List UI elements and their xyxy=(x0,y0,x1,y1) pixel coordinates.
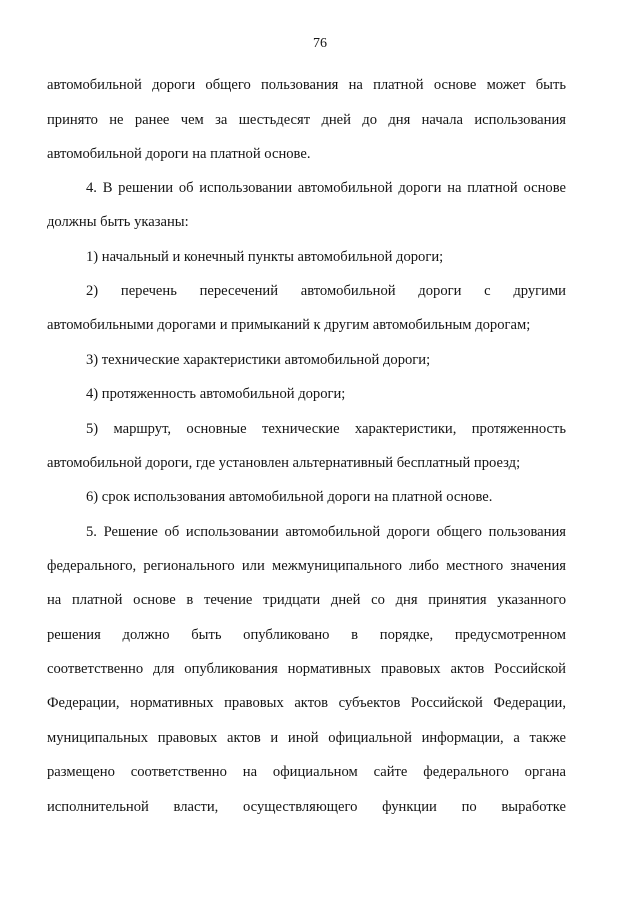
text-line: автомобильной дороги на платной основе. xyxy=(47,146,311,162)
text-line: соответственно для опубликования нормативных правовых актов Российской xyxy=(47,661,566,677)
text-line: принято не ранее чем за шестьдесят дней до дня начала использования xyxy=(47,112,566,128)
text-line: автомобильной дороги, где установлен альтернативный бесплатный проезд; xyxy=(47,455,521,471)
text-line: на платной основе в течение тридцати дней со дня принятия указанного xyxy=(47,592,566,608)
text-line: 4. В решении об использовании автомобильной дороги на платной основе xyxy=(86,180,566,196)
text-line: решения должно быть опубликовано в порядке, предусмотренном xyxy=(47,627,566,643)
text-line: должны быть указаны: xyxy=(47,214,189,230)
page-number: 76 xyxy=(313,36,327,51)
text-line: автомобильными дорогами и примыканий к другим автомобильным дорогам; xyxy=(47,317,531,333)
text-line: 6) срок использования автомобильной дороги на платной основе. xyxy=(86,489,493,505)
text-line: автомобильной дороги общего пользования на платной основе может быть xyxy=(47,77,566,93)
text-line: 3) технические характеристики автомобильной дороги; xyxy=(86,352,431,368)
text-line: размещено соответственно на официальном сайте федерального органа xyxy=(47,764,566,780)
text-line: 2) перечень пересечений автомобильной дороги с другими xyxy=(86,283,566,299)
text-line: 5) маршрут, основные технические характеристики, протяженность xyxy=(86,421,566,437)
text-line: 5. Решение об использовании автомобильной дороги общего пользования xyxy=(86,524,566,540)
text-line: муниципальных правовых актов и иной официальной информации, а также xyxy=(47,730,566,746)
text-line: 1) начальный и конечный пункты автомобильной дороги; xyxy=(86,249,444,265)
text-line: Федерации, нормативных правовых актов субъектов Российской Федерации, xyxy=(47,695,566,711)
text-line: исполнительной власти, осуществляющего функции по выработке xyxy=(47,799,566,815)
text-line: федерального, регионального или межмуниципального либо местного значения xyxy=(47,558,566,574)
text-line: 4) протяженность автомобильной дороги; xyxy=(86,386,346,402)
